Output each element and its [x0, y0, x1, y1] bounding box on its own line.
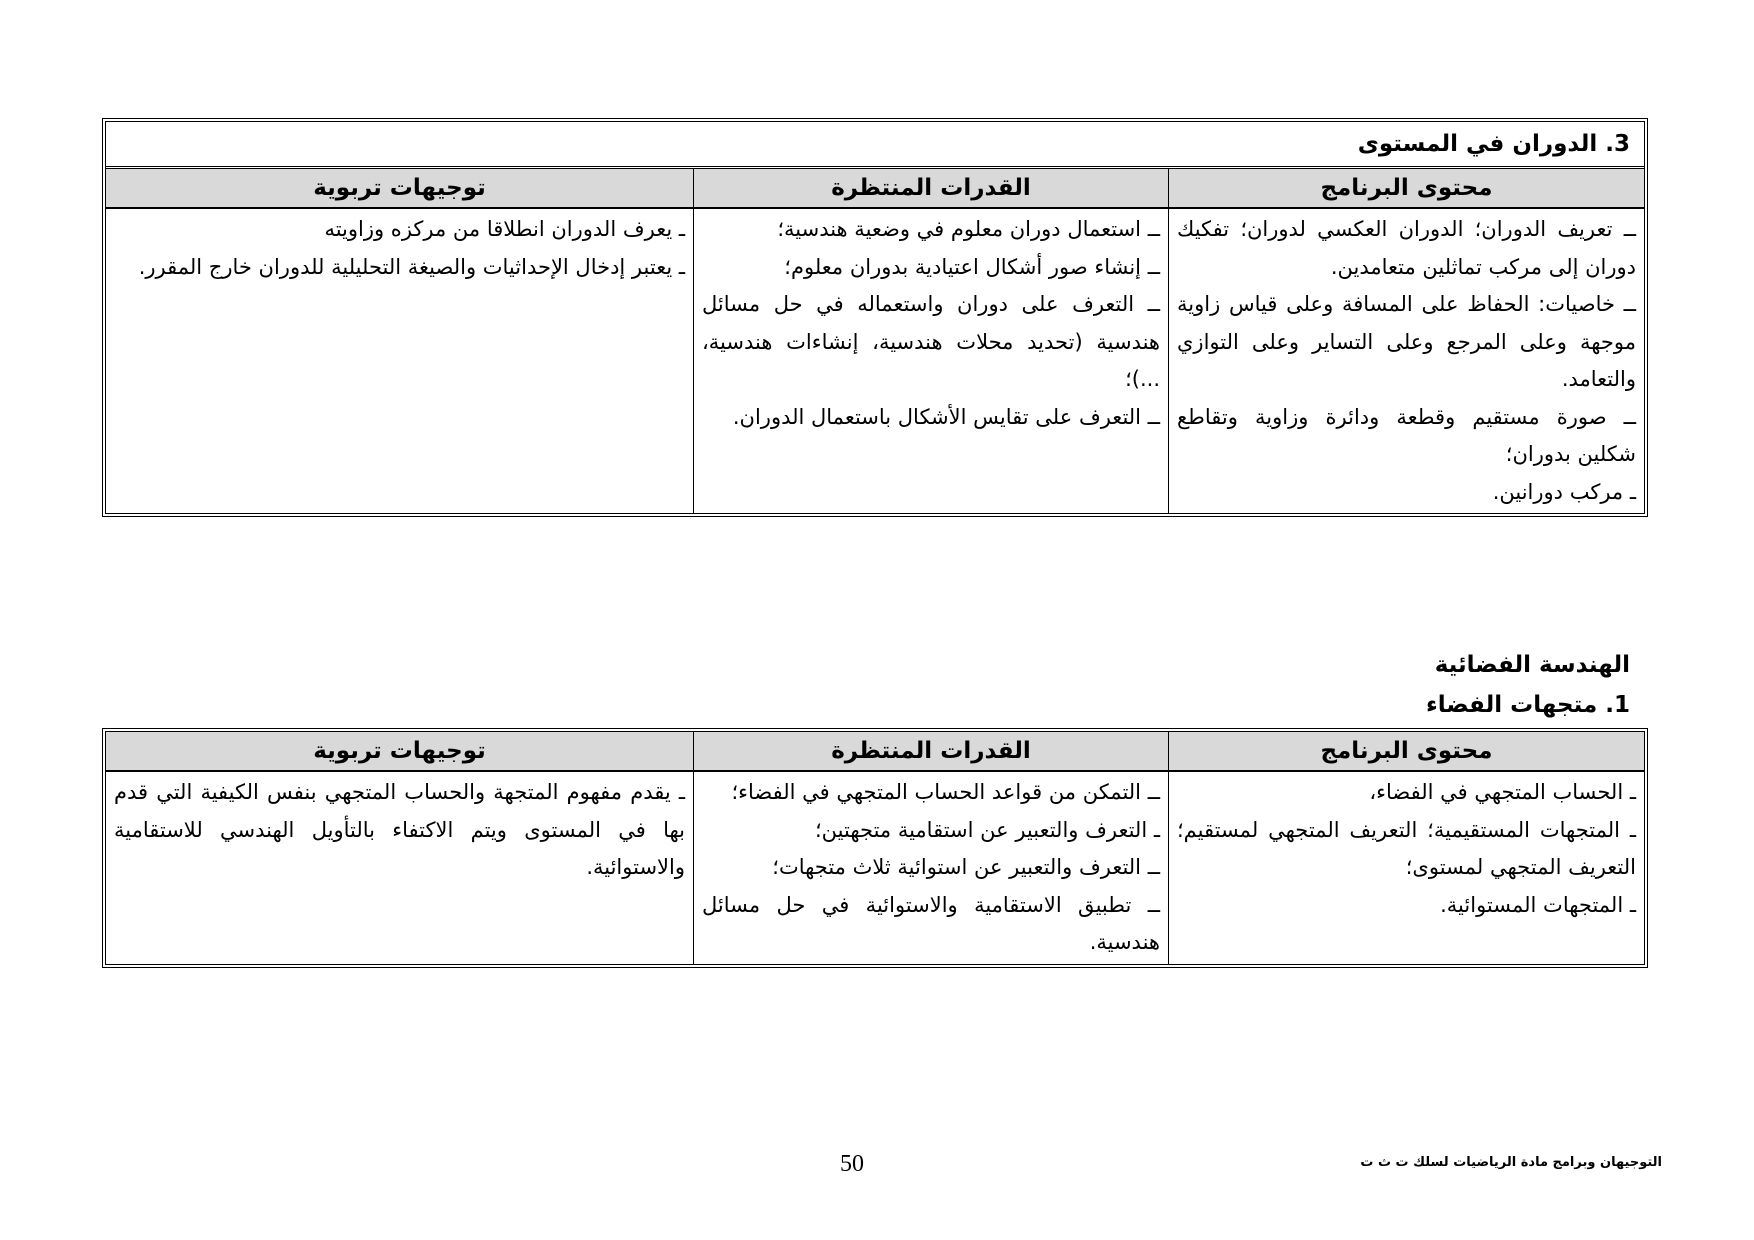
list-item: ــ إنشاء صور أشكال اعتيادية بدوران معلوم؛ [784, 254, 1160, 279]
page-number: 50 [840, 1151, 864, 1177]
header-program-content: محتوى البرنامج [1169, 732, 1645, 771]
header-pedagogical-guidance: توجيهات تربوية [106, 732, 694, 771]
program-content-cell [1169, 771, 1645, 964]
list-item: ـ المتجهات المستقيمية؛ التعريف المتجهي لمستقيم؛ التعريف المتجهي لمستوى؛ [1177, 817, 1636, 879]
list-item: ـ يقدم مفهوم المتجهة والحساب المتجهي بنفس الكيفية التي قدم بها في المستوى ويتم الاكتفاء بالتأويل الهندسي للاستقامية والاستوائية. [114, 780, 685, 879]
table-row [106, 771, 1644, 964]
list-item: ــ تطبيق الاستقامية والاستوائية في حل مسائل هندسية. [702, 892, 1160, 954]
list-item: ــ صورة مستقيم وقطعة ودائرة وزاوية وتقاطع شكلين بدوران؛ [1177, 404, 1636, 466]
list-item: ــ التعرف والتعبير عن استوائية ثلاث متجهات؛ [772, 855, 1160, 879]
list-item: ــ تعريف الدوران؛ الدوران العكسي لدوران؛ تفكيك دوران إلى مركب تماثلين متعامدين. [1177, 217, 1636, 279]
table-row [106, 208, 1644, 513]
section-title: 1. متجهات الفضاء [1425, 692, 1630, 718]
list-item: ـ التعرف والتعبير عن استقامية متجهتين؛ [815, 817, 1160, 842]
expected-abilities-cell [694, 771, 1169, 964]
list-item: ـ مركب دورانين. [1492, 479, 1636, 504]
header-expected-abilities: القدرات المنتظرة [694, 732, 1169, 771]
rotation-table [106, 169, 1644, 513]
list-item: ــ استعمال دوران معلوم في وضعية هندسية؛ [777, 217, 1160, 241]
header-pedagogical-guidance: توجيهات تربوية [106, 169, 694, 208]
list-item: ـ المتجهات المستوائية. [1440, 892, 1636, 917]
rotation-table-box [102, 118, 1648, 517]
list-item: ــ خاصيات: الحفاظ على المسافة وعلى قياس زاوية موجهة وعلى المرجع وعلى التساير وعلى التوازي والتعامد. [1177, 292, 1636, 391]
expected-abilities-cell [694, 208, 1169, 513]
header-expected-abilities: القدرات المنتظرة [694, 169, 1169, 208]
list-item: ــ التعرف على دوران واستعماله في حل مسائل هندسية (تحديد محلات هندسية، إنشاءات هندسية، ...)؛ [702, 292, 1160, 391]
header-program-content: محتوى البرنامج [1169, 169, 1645, 208]
list-item: ـ يعتبر إدخال الإحداثيات والصيغة التحليلية للدوران خارج المقرر. [138, 254, 685, 279]
list-item: ـ يعرف الدوران انطلاقا من مركزه وزاويته [324, 217, 685, 241]
table-header-row [106, 732, 1644, 771]
pedagogical-guidance-cell [106, 771, 694, 964]
list-item: ــ التمكن من قواعد الحساب المتجهي في الفضاء؛ [731, 780, 1160, 804]
list-item: ـ الحساب المتجهي في الفضاء، [1369, 780, 1636, 804]
table-header-row [106, 169, 1644, 208]
space-vectors-table-box [102, 728, 1648, 968]
list-item: ــ التعرف على تقايس الأشكال باستعمال الدوران. [732, 404, 1160, 429]
space-geometry-heading: الهندسة الفضائية [1434, 652, 1630, 678]
space-vectors-table [106, 732, 1644, 964]
section-title: 3. الدوران في المستوى [106, 122, 1644, 169]
pedagogical-guidance-cell [106, 208, 694, 513]
footer-text: التوجيهان وبرامج مادة الرياضيات لسلك ت ث ت [1360, 1155, 1662, 1170]
program-content-cell [1169, 208, 1645, 513]
